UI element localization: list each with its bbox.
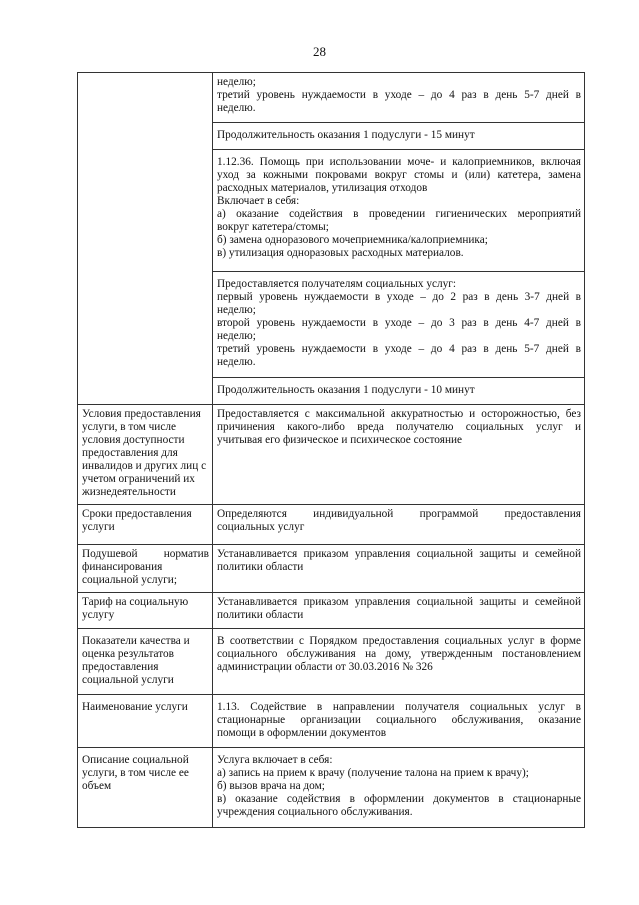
tariff-label: Тариф на социальную услугу	[78, 593, 213, 629]
tariff-value: Устанавливается приказом управления социальной защиты и семейной политики области	[213, 593, 585, 629]
terms-value: Определяются индивидуальной программой предоставления социальных услуг	[213, 505, 585, 545]
quality-value: В соответствии с Порядком предоставления социальных услуг в форме социального обслуживания на дому, утвержденным постановлением администрации области от 30.03.2016 № 326	[213, 629, 585, 695]
table-row	[78, 505, 585, 545]
table-row	[78, 545, 585, 593]
conditions-value: Предоставляется с максимальной аккуратностью и осторожностью, без причинения какого-либо вреда получателю социальных услуг и учитывая его физическое и психическое состояние	[213, 405, 585, 505]
table-row	[78, 73, 585, 123]
table-row	[78, 629, 585, 695]
frequency-continuation: неделю; третий уровень нуждаемости в уходе – до 4 раз в день 5-7 дней в неделю.	[213, 73, 585, 123]
description-label: Описание социальной услуги, в том числе ее объем	[78, 748, 213, 828]
table-row	[78, 405, 585, 505]
services-table	[77, 72, 585, 828]
duration-15-min: Продолжительность оказания 1 подуслуги - 15 минут	[213, 123, 585, 150]
service-1-12-36-description: 1.12.36. Помощь при использовании моче- и калоприемников, включая уход за кожными покровами вокруг стомы и (или) катетера, замена расходных материалов, утилизация отходов Включает в себя: а) оказание содействия в проведении гигиенических мероприятий вокруг катетера/стомы; б) замена одноразового мочеприемника/калоприемника; в) утилизация одноразовых расходных материалов.	[213, 150, 585, 272]
financing-value: Устанавливается приказом управления социальной защиты и семейной политики области	[213, 545, 585, 593]
table-row	[78, 695, 585, 748]
page-number: 28	[313, 44, 326, 59]
terms-label: Сроки предоставления услуги	[78, 505, 213, 545]
table-row	[78, 593, 585, 629]
empty-label-cell	[78, 73, 213, 405]
conditions-label: Условия предоставления услуги, в том числе условия доступности предоставления для инвалидов и других лиц с учетом ограничений их жизнедеятельности	[78, 405, 213, 505]
table-row	[78, 748, 585, 828]
service-name-label: Наименование услуги	[78, 695, 213, 748]
description-value: Услуга включает в себя: а) запись на прием к врачу (получение талона на прием к врачу); б) вызов врача на дом; в) оказание содействия в оформлении документов в стационарные учреждения социального обслуживания.	[213, 748, 585, 828]
financing-label: Подушевой норматив финансирования социальной услуги;	[78, 545, 213, 593]
quality-label: Показатели качества и оценка результатов предоставления социальной услуги	[78, 629, 213, 695]
service-name-value: 1.13. Содействие в направлении получателя социальных услуг в стационарные организации социального обслуживания, оказание помощи в оформлении документов	[213, 695, 585, 748]
service-frequency-levels: Предоставляется получателям социальных услуг: первый уровень нуждаемости в уходе – до 2 раз в день 3-7 дней в неделю; второй уровень нуждаемости в уходе – до 3 раз в день 4-7 дней в неделю; третий уровень нуждаемости в уходе – до 4 раз в день 5-7 дней в неделю.	[213, 272, 585, 378]
duration-10-min: Продолжительность оказания 1 подуслуги - 10 минут	[213, 378, 585, 405]
